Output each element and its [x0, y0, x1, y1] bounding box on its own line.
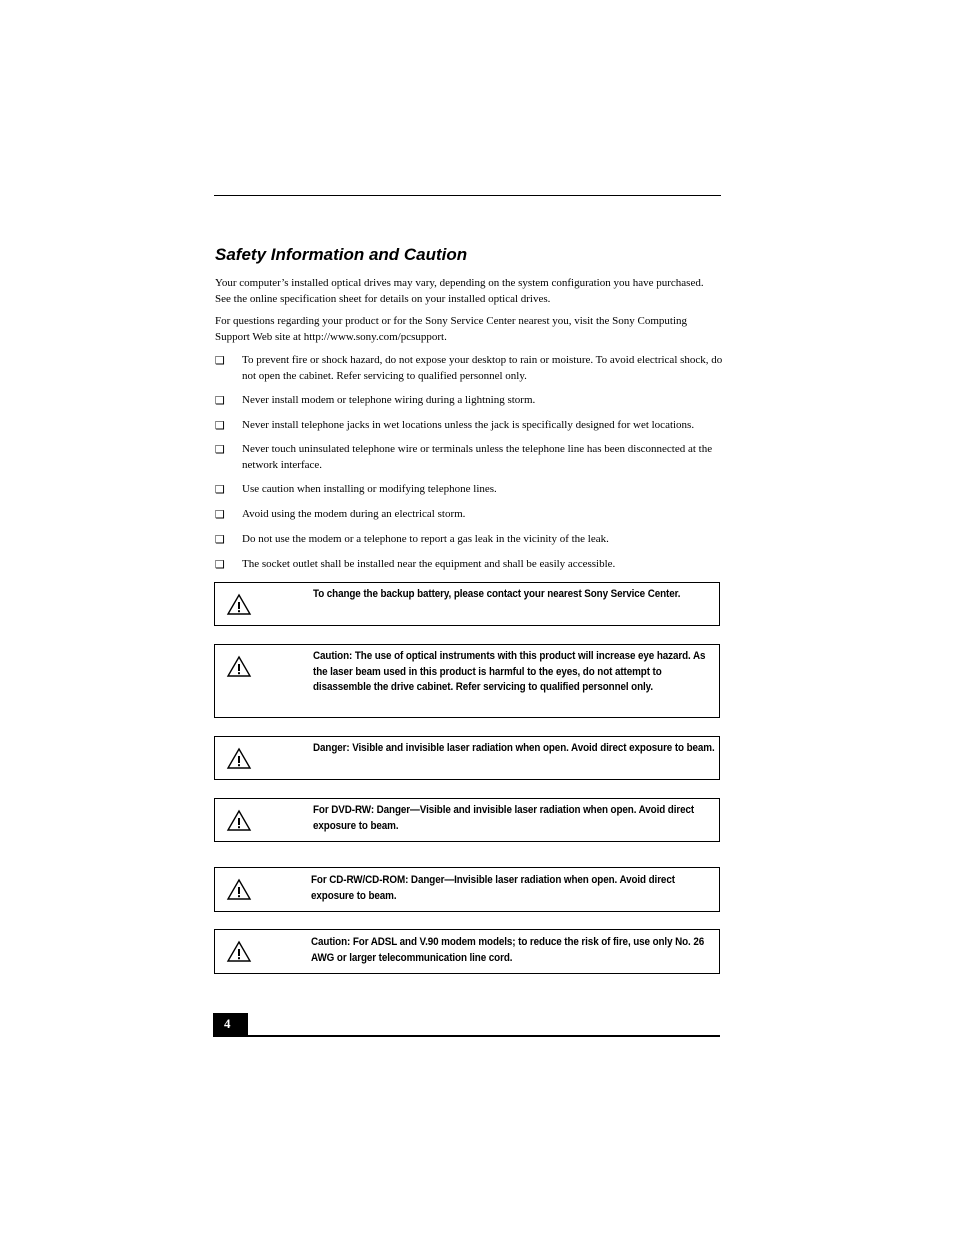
- warning-box-modem: [214, 929, 720, 974]
- list-item-text: The socket outlet shall be installed near the equipment and shall be easily accessible.: [242, 558, 616, 570]
- warning-box-dvd-rw: [214, 798, 720, 842]
- list-item-text: Never install telephone jacks in wet locations unless the jack is specifically designed for wet locations.: [242, 419, 695, 431]
- warning-box-cd-rw: [214, 867, 720, 912]
- warning-triangle-icon: [226, 593, 252, 617]
- header-rule: [214, 195, 721, 196]
- warning-triangle-icon: [226, 747, 252, 771]
- intro-paragraph: Your computer’s installed optical drives may vary, depending on the system configuration you have purchased. See the online specification sheet for details on your installed optical drives.: [215, 277, 704, 305]
- section-title: Safety Information and Caution: [215, 245, 468, 264]
- warning-triangle-icon: [226, 940, 252, 964]
- page-number: 4: [224, 1016, 231, 1031]
- list-item-text: Never touch uninsulated telephone wire or terminals unless the telephone line has been disconnected at the network interface.: [242, 443, 713, 471]
- checkbox-icon: ❑: [215, 443, 225, 456]
- warning-text: Danger: Visible and invisible laser radiation when open. Avoid direct exposure to beam.: [313, 742, 715, 754]
- warning-text: For CD-RW/CD-ROM: Danger—Invisible laser radiation when open. Avoid direct exposure to beam.: [311, 874, 675, 902]
- warning-text: Caution: The use of optical instruments with this product will increase eye hazard. As the laser beam used in this product is harmful to the eyes, do not attempt to disassemble the drive cabinet. Refer servicing to qualified personnel only.: [313, 650, 706, 694]
- warning-box-optical: [214, 644, 720, 718]
- warning-box-laser: [214, 736, 720, 780]
- warning-text: Caution: For ADSL and V.90 modem models; to reduce the risk of fire, use only No. 26 AWG or larger telecommunication line cord.: [311, 936, 705, 964]
- list-item-text: Use caution when installing or modifying telephone lines.: [242, 483, 497, 495]
- list-item-text: Never install modem or telephone wiring during a lightning storm.: [242, 394, 536, 406]
- warning-text: To change the backup battery, please contact your nearest Sony Service Center.: [313, 588, 681, 600]
- checkbox-icon: ❑: [215, 508, 225, 521]
- checkbox-icon: ❑: [215, 533, 225, 546]
- checkbox-icon: ❑: [215, 558, 225, 571]
- list-item-text: To prevent fire or shock hazard, do not expose your desktop to rain or moisture. To avoid electrical shock, do not open the cabinet. Refer servicing to qualified personnel only.: [242, 354, 723, 382]
- list-item-text: Do not use the modem or a telephone to report a gas leak in the vicinity of the leak.: [242, 533, 609, 545]
- warning-triangle-icon: [226, 809, 252, 833]
- checkbox-icon: ❑: [215, 394, 225, 407]
- checkbox-icon: ❑: [215, 354, 225, 367]
- footer-rule: [213, 1035, 720, 1037]
- checkbox-icon: ❑: [215, 419, 225, 432]
- checkbox-icon: ❑: [215, 483, 225, 496]
- list-item-text: Avoid using the modem during an electrical storm.: [242, 508, 466, 520]
- warning-triangle-icon: [226, 655, 252, 679]
- warning-box-battery: [214, 582, 720, 626]
- page-number-badge: [213, 1013, 248, 1036]
- warning-text: For DVD-RW: Danger—Visible and invisible laser radiation when open. Avoid direct exposure to beam.: [313, 804, 695, 832]
- support-paragraph: For questions regarding your product or for the Sony Service Center nearest you, visit the Sony Computing Support Web site at http://www.sony.com/pcsupport.: [215, 315, 688, 343]
- warning-triangle-icon: [226, 878, 252, 902]
